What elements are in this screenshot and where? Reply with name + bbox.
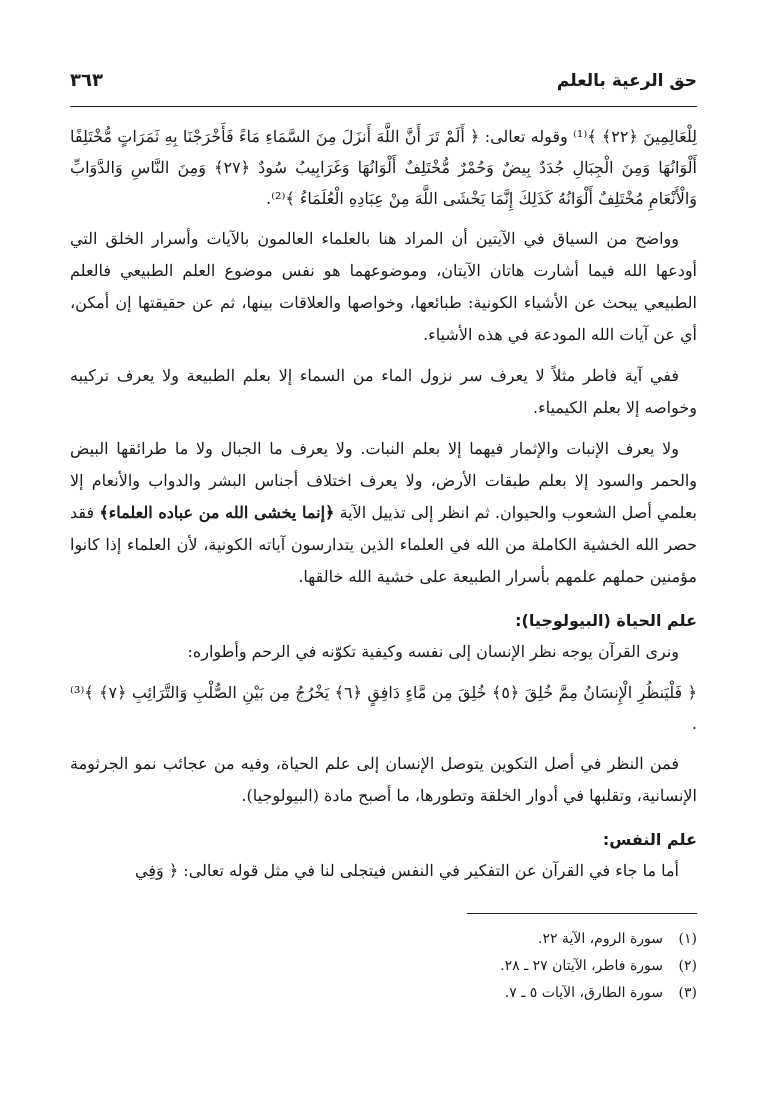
quran-verse-block: لِلْعَالِمِينَ ﴿٢٢﴾ ﴾⁽¹⁾ وقوله تعالى: ﴿ أَلَمْ تَرَ أَنَّ اللَّهَ أَنزَلَ مِنَ السَّمَاءِ مَاءً فَأَخْرَجْنَا بِهِ ثَمَرَاتٍ مُّخْتَلِفًا أَلْوَانُهَا وَمِنَ الْجِبَالِ جُدَدٌ بِيضٌ وَحُمْرٌ مُّخْتَلِفٌ أَلْوَانُهَا وَغَرَابِيبُ سُودٌ ﴿٢٧﴾ وَمِنَ النَّاسِ وَالدَّوَابِّ وَالْأَنْعَامِ مُخْتَلِفٌ أَلْوَانُهُ كَذَلِكَ إِنَّمَا يَخْشَى اللَّهَ مِنْ عِبَادِهِ الْعُلَمَاءُ ﴾⁽²⁾. (70, 127, 698, 208)
body-paragraph: ونرى القرآن يوجه نظر الإنسان إلى نفسه وكيفية تكوّنه في الرحم وأطواره: (187, 642, 679, 661)
header-title: حق الرعية بالعلم (556, 71, 697, 91)
section-heading: علم الحياة (البيولوجيا): (515, 611, 697, 630)
footnotes (70, 926, 697, 1007)
footnote (70, 953, 697, 980)
body-paragraph (70, 433, 697, 593)
paragraph-text: فقد حصر الله الخشية الكاملة من الله في العلماء الذين يتدارسون آياته الكونية، لأن العلماء إذا كانوا مؤمنين حملهم علمهم بأسرار الطبيعة على خشية الله خالقها. (70, 503, 697, 586)
footnote-number: (٢) (678, 958, 697, 974)
body-paragraph: ففي آية فاطر مثلاً لا يعرف سر نزول الماء من السماء إلا بعلم الطبيعة ولا يعرف تركيبه وخواصه إلا بعلم الكيمياء. (70, 366, 697, 417)
footnote-text: سورة فاطر، الآيتان ٢٧ ـ ٢٨. (500, 958, 663, 974)
header-rule (70, 106, 697, 107)
footnote-text: سورة الطارق، الآيات ٥ ـ ٧. (504, 985, 663, 1001)
footnote-rule (467, 913, 697, 914)
section-heading: علم النفس: (602, 830, 697, 849)
paragraph-text: ولا يعرف الإنبات والإثمار فيهما إلا بعلم النبات. ولا يعرف ما الجبال ولا ما طرائقها البيض والحمر والسود إلا بعلم طبقات الأرض، ولا يعرف اختلاف أجناس البشر والدواب والأنعام إلا بعلمي أصل الشعوب والحيوان. ثم انظر إلى تذييل الآية (70, 439, 698, 522)
body-paragraph: أما ما جاء في القرآن عن التفكير في النفس فيتجلى لنا في مثل قوله تعالى: ﴿ وَفِي (135, 861, 679, 880)
body-paragraph: وواضح من السياق في الآيتين أن المراد هنا بالعلماء العالمون بالآيات وأسرار الخلق التي أودعها الله فيما أشارت هاتان الآيتان، وموضوعهما هو نفس موضوع العلم الطبيعي فالعلم الطبيعي يبحث عن الأشياء الكونية: طبائعها، وخواصها والعلاقات بينها، ثم عن حقيقتها إن أمكن، أي عن آيات الله المودعة في هذه الأشياء. (70, 229, 697, 344)
verse-quote: ﴿إنما يخشى الله من عباده العلماء﴾ (99, 503, 335, 522)
page-number: ٣٦٣ (70, 70, 103, 91)
footnote (70, 980, 697, 1007)
footnote-number: (١) (678, 931, 697, 947)
body-paragraph: فمن النظر في أصل التكوين يتوصل الإنسان إلى علم الحياة، وفيه من عجائب نمو الجرثومة الإنسانية، وتقلبها في أدوار الخلقة وتطورها، ما أصبح مادة (البيولوجيا). (70, 754, 697, 805)
footnote (70, 926, 697, 953)
running-header (70, 70, 697, 106)
footnote-number: (٣) (678, 985, 697, 1001)
footnote-text: سورة الروم، الآية ٢٢. (537, 931, 663, 947)
quran-verse-block: ﴿ فَلْيَنظُرِ الْإِنسَانُ مِمَّ خُلِقَ ﴿٥﴾ خُلِقَ مِن مَّاءٍ دَافِقٍ ﴿٦﴾ يَخْرُجُ مِن بَيْنِ الصُّلْبِ وَالتَّرَائِبِ ﴿٧﴾ ﴾⁽³⁾ . (70, 683, 698, 733)
